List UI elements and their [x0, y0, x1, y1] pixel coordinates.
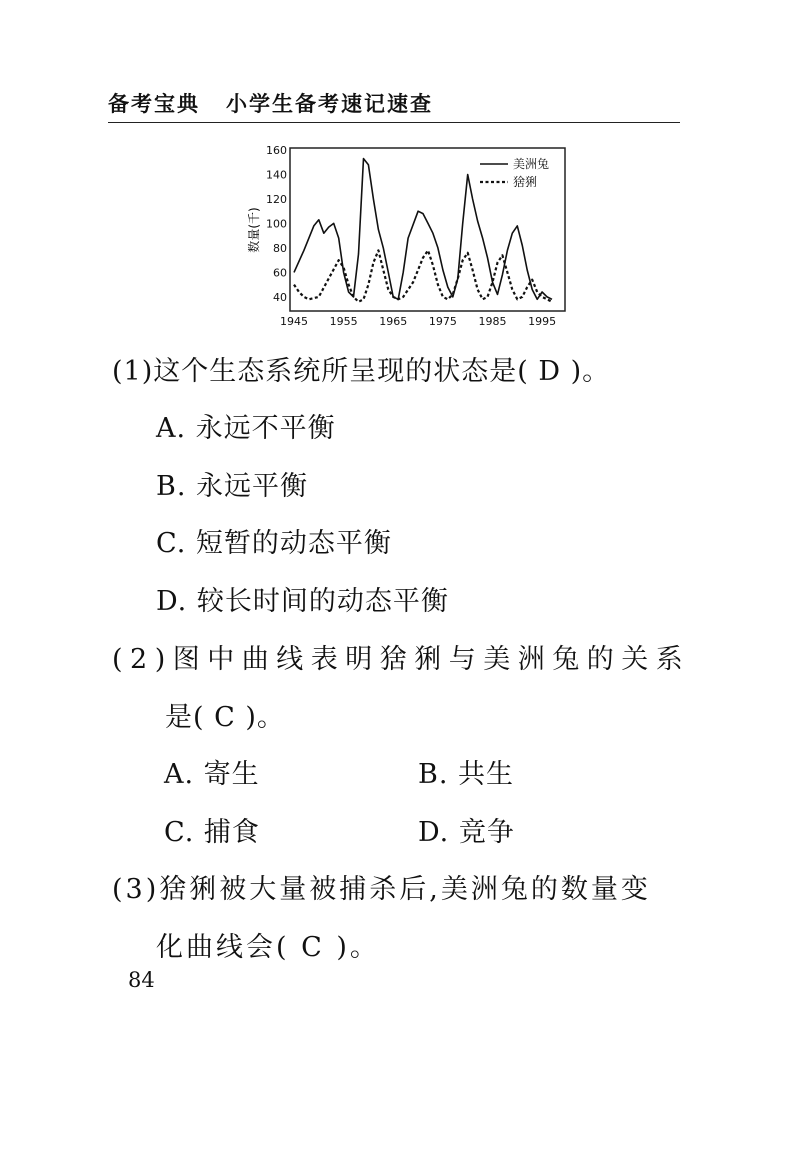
- question-1-stem: (1)这个生态系统所呈现的状态是( D )。: [112, 356, 611, 387]
- chart-y-tick-label: 60: [273, 266, 287, 280]
- chart-x-tick-label: 1955: [329, 315, 358, 328]
- question-3-stem-line2: 化曲线会( C )。: [156, 932, 380, 963]
- chart-y-tick-label: 140: [266, 168, 287, 182]
- question-1-option-c: C. 短暂的动态平衡: [156, 528, 392, 559]
- book-title: 备考宝典: [108, 92, 200, 116]
- question-1-option-b: B. 永远平衡: [156, 471, 309, 502]
- chart-x-tick-label: 1965: [379, 315, 408, 328]
- question-2-stem-line1: (2)图中曲线表明猞猁与美洲兔的关系: [112, 644, 691, 675]
- chart-plot-frame: [290, 148, 565, 311]
- chart-x-tick-label: 1995: [528, 315, 557, 328]
- chart-y-tick-label: 100: [266, 217, 287, 231]
- chart-x-ticks: [280, 315, 556, 328]
- book-subtitle: 小学生备考速记速查: [226, 92, 433, 116]
- question-1-option-a: A. 永远不平衡: [156, 413, 336, 444]
- question-2-option-a: A. 寄生: [164, 759, 260, 790]
- chart-y-tick-label: 80: [273, 241, 287, 255]
- question-3-stem-line1: (3)猞猁被大量被捕杀后,美洲兔的数量变: [112, 874, 651, 905]
- chart-x-tick-label: 1985: [478, 315, 507, 328]
- question-2-option-c: C. 捕食: [164, 817, 260, 848]
- question-2-option-d: D. 竞争: [418, 817, 515, 848]
- question-2-option-b: B. 共生: [418, 759, 515, 790]
- page-number: 84: [128, 968, 155, 992]
- chart-legend-label: 美洲兔: [513, 157, 550, 171]
- header-rule: [108, 122, 680, 123]
- chart-y-axis-label: 数量(千): [247, 207, 261, 253]
- chart-y-tick-label: 40: [273, 290, 287, 304]
- chart-x-tick-label: 1975: [428, 315, 457, 328]
- running-header: [108, 88, 678, 118]
- question-2-stem-line2: 是( C )。: [165, 702, 285, 733]
- chart-y-tick-label: 120: [266, 192, 287, 206]
- chart-y-ticks: [266, 144, 287, 304]
- chart-legend-label: 猞猁: [513, 175, 538, 189]
- population-chart: [238, 138, 568, 333]
- chart-svg: [238, 138, 568, 333]
- question-1-option-d: D. 较长时间的动态平衡: [156, 586, 449, 617]
- chart-x-tick-label: 1945: [280, 315, 308, 328]
- chart-y-tick-label: 160: [266, 144, 287, 157]
